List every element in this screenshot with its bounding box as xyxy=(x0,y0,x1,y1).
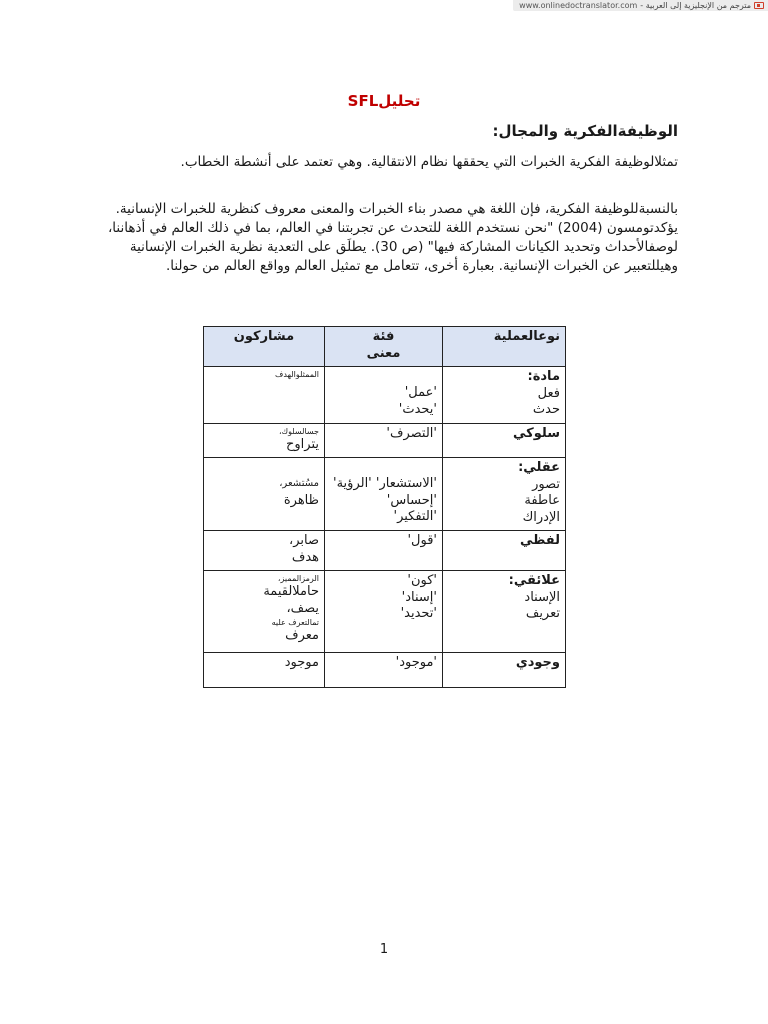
category-value: 'قول' xyxy=(407,533,437,548)
cell-category xyxy=(325,571,443,653)
banner-text: مترجم من الإنجليزية إلى العربية - xyxy=(640,1,751,10)
process-subtype: الإدراك xyxy=(522,509,560,525)
process-type-name: مادة: xyxy=(527,369,560,384)
cell-process-type xyxy=(443,571,566,653)
category-value: 'التفكير' xyxy=(393,509,437,524)
participant-value: صابر، xyxy=(289,533,319,548)
participant-value: يصف، xyxy=(286,600,319,616)
process-type-name: عقلي: xyxy=(518,460,560,475)
table-row xyxy=(204,653,566,688)
process-subtype: فعل xyxy=(537,385,560,401)
process-type-name: وجودي xyxy=(515,655,560,670)
cell-spacer xyxy=(209,460,319,476)
cell-spacer xyxy=(330,460,437,476)
cell-process-type xyxy=(443,423,566,458)
participants-small-label: الرمزالمميز، xyxy=(277,574,319,583)
process-subtype: تعريف xyxy=(525,606,560,621)
table-row xyxy=(204,367,566,424)
process-type-name: سلوكي xyxy=(513,425,560,441)
cell-participants xyxy=(204,571,325,653)
cell-participants xyxy=(204,531,325,571)
table-header-row xyxy=(204,327,566,367)
cell-participants xyxy=(204,423,325,458)
cell-category xyxy=(325,531,443,571)
category-value: 'موجود' xyxy=(395,655,437,670)
cell-process-type xyxy=(443,531,566,571)
process-subtype: الإسناد xyxy=(524,589,560,605)
process-subtype: حدث xyxy=(532,402,560,417)
process-subtype: عاطفة xyxy=(524,493,560,508)
paragraph-2-line: لوصفالأحداث وتحديد الكيانات المشاركة فيها" (ص 30). يطلَق على التعدية نظرية الخبرات الإنسانية xyxy=(129,239,678,255)
page-number: 1 xyxy=(379,942,389,957)
category-value: 'يحدث' xyxy=(398,401,437,417)
participant-value: هدف xyxy=(291,549,319,565)
category-value: 'الاستشعار' 'الرؤية' xyxy=(333,476,437,491)
process-type-name: علائقي: xyxy=(508,573,560,588)
participant-value: موجود xyxy=(284,655,319,670)
participants-small-label: الممثلوالهدف xyxy=(275,370,319,379)
table-row xyxy=(204,423,566,458)
document-title: تحليلSFL xyxy=(347,92,421,110)
cell-process-type xyxy=(443,458,566,531)
header-meaning-category-line1: فئة xyxy=(372,329,395,344)
participants-small-label: جسالسلوك، xyxy=(278,426,319,436)
participant-value: يتراوح xyxy=(286,436,319,452)
cell-process-type xyxy=(443,653,566,688)
category-value: 'إحساس' xyxy=(386,492,437,508)
participants-small-label: تمالتعرف عليه xyxy=(271,618,319,627)
translator-banner xyxy=(513,0,768,11)
participant-value: حاملالقيمة xyxy=(263,584,319,599)
cell-category xyxy=(325,423,443,458)
process-type-name: لفظي xyxy=(519,533,560,548)
process-subtype: تصور xyxy=(532,476,560,492)
header-meaning-category-line2: معنى xyxy=(366,345,401,361)
cell-participants xyxy=(204,653,325,688)
category-value: 'التصرف' xyxy=(386,425,437,441)
cell-spacer xyxy=(330,369,437,385)
participant-value: معرف xyxy=(285,628,319,643)
cell-participants xyxy=(204,458,325,531)
table-row xyxy=(204,458,566,531)
paragraph-2-line: يؤكدتومسون (2004) "نحن نستخدم اللغة للتحدث عن تجربتنا في العالم، بما في ذلك العالم في أذهاننا، xyxy=(107,220,678,236)
section-heading: الوظيفةالفكرية والمجال: xyxy=(492,122,678,140)
cell-process-type xyxy=(443,367,566,424)
paragraph-2-line: بالنسبةللوظيفة الفكرية، فإن اللغة هي مصدر بناء الخبرات والمعنى معروف كنظرية للخبرات الإنسانية. xyxy=(115,201,678,217)
table-row xyxy=(204,571,566,653)
banner-url[interactable]: www.onlinedoctranslator.com xyxy=(519,1,638,10)
header-process-type: نوعالعملية xyxy=(443,327,566,367)
translator-icon xyxy=(754,2,764,9)
category-value: 'عمل' xyxy=(404,385,437,400)
header-meaning-category xyxy=(325,327,443,367)
participant-value: مسُتشعر، xyxy=(279,478,319,489)
category-value: 'كون' xyxy=(407,573,437,588)
table-row xyxy=(204,531,566,571)
process-types-table xyxy=(203,326,566,688)
category-value: 'إسناد' xyxy=(401,589,437,605)
paragraph-1: تمثلالوظيفة الفكرية الخبرات التي يحققها نظام الانتقالية. وهي تعتمد على أنشطة الخطاب. xyxy=(180,154,678,170)
cell-category xyxy=(325,653,443,688)
cell-category xyxy=(325,458,443,531)
paragraph-2 xyxy=(88,200,678,276)
cell-category xyxy=(325,367,443,424)
participant-value: ظاهرة xyxy=(283,492,319,508)
cell-participants xyxy=(204,367,325,424)
category-value: 'تحديد' xyxy=(400,606,437,621)
header-participants: مشاركون xyxy=(204,327,325,367)
paragraph-2-line: وهيللتعبير عن الخبرات الإنسانية. بعبارة أخرى، تتعامل مع تمثيل العالم وواقع العالم من حولنا. xyxy=(165,258,678,274)
